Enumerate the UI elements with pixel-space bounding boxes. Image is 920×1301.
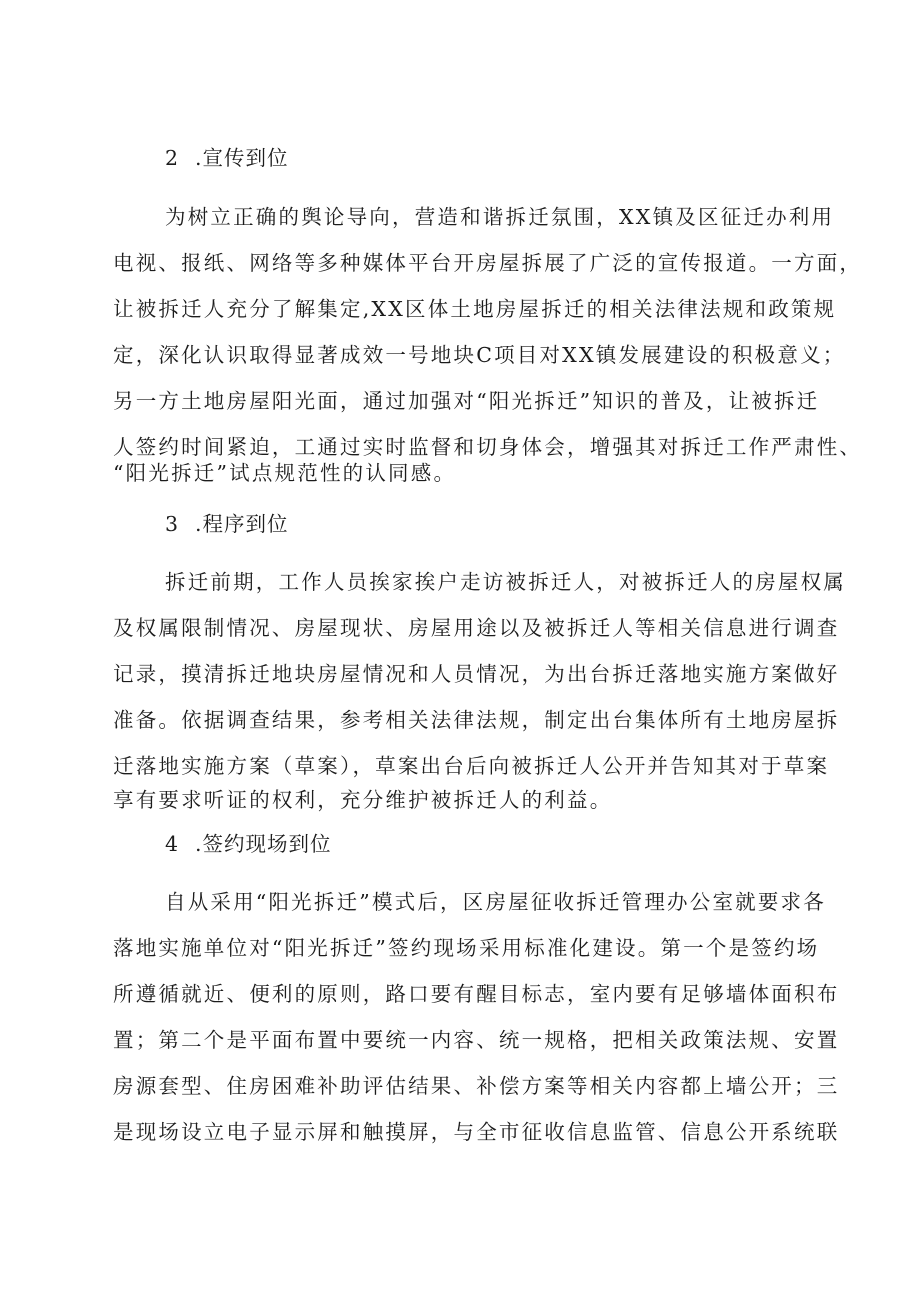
paragraph-line: 为树立正确的舆论导向，营造和谐拆迁氛围，XX镇及区征迁办利用 <box>165 205 835 229</box>
paragraph-line: 迁落地实施方案（草案），草案出台后向被拆迁人公开并告知其对于草案 <box>113 754 830 778</box>
paragraph-line: 定，深化认识取得显著成效一号地块C项目对XX镇发展建设的积极意义； <box>113 343 846 367</box>
paragraph-line: 房源套型、住房困难补助评估结果、补偿方案等相关内容都上墙公开；三 <box>113 1074 840 1098</box>
paragraph-line: 置；第二个是平面布置中要统一内容、统一规格，把相关政策法规、安置 <box>113 1028 840 1052</box>
paragraph-line: 所遵循就近、便利的原则，路口要有醒目标志，室内要有足够墙体面积布 <box>113 982 840 1006</box>
section-number: 4 <box>165 832 180 856</box>
paragraph-line: 电视、报纸、网络等多种媒体平台开房屋拆展了广泛的宣传报道。一方面， <box>113 251 863 275</box>
paragraph-line: 记录，摸清拆迁地块房屋情况和人员情况，为出台拆迁落地实施方案做好 <box>113 662 840 686</box>
section-4-heading <box>165 832 332 856</box>
paragraph-line: 人签约时间紧迫，工通过实时监督和切身体会，增强其对拆迁工作严肃性、 <box>113 435 863 459</box>
paragraph-line: 是现场设立电子显示屏和触摸屏，与全市征收信息监管、信息公开系统联 <box>113 1120 840 1144</box>
section-number: 2 <box>165 146 180 170</box>
paragraph-line: 享有要求听证的权利，充分维护被拆迁人的利益。 <box>113 788 613 812</box>
section-title: .签约现场到位 <box>195 832 332 856</box>
paragraph-line: 落地实施单位对“阳光拆迁”签约现场采用标准化建设。第一个是签约场 <box>113 936 820 960</box>
section-title: .宣传到位 <box>195 146 289 170</box>
paragraph-line: “阳光拆迁”试点规范性的认同感。 <box>113 461 457 485</box>
section-3-heading <box>165 512 289 536</box>
section-number: 3 <box>165 512 180 536</box>
paragraph-line: 让被拆迁人充分了解集定,XX区体土地房屋拆迁的相关法律法规和政策规 <box>113 297 837 321</box>
paragraph-line: 及权属限制情况、房屋现状、房屋用途以及被拆迁人等相关信息进行调查 <box>113 616 840 640</box>
paragraph-line: 拆迁前期，工作人员挨家挨户走访被拆迁人，对被拆迁人的房屋权属 <box>165 570 846 594</box>
section-2-heading <box>165 146 289 170</box>
section-title: .程序到位 <box>195 512 289 536</box>
paragraph-line: 另一方土地房屋阳光面，通过加强对“阳光拆迁”知识的普及，让被拆迁 <box>113 389 820 413</box>
paragraph-line: 准备。依据调查结果，参考相关法律法规，制定出台集体所有土地房屋拆 <box>113 708 840 732</box>
paragraph-line: 自从采用“阳光拆迁”模式后，区房屋征收拆迁管理办公室就要求各 <box>165 890 826 914</box>
